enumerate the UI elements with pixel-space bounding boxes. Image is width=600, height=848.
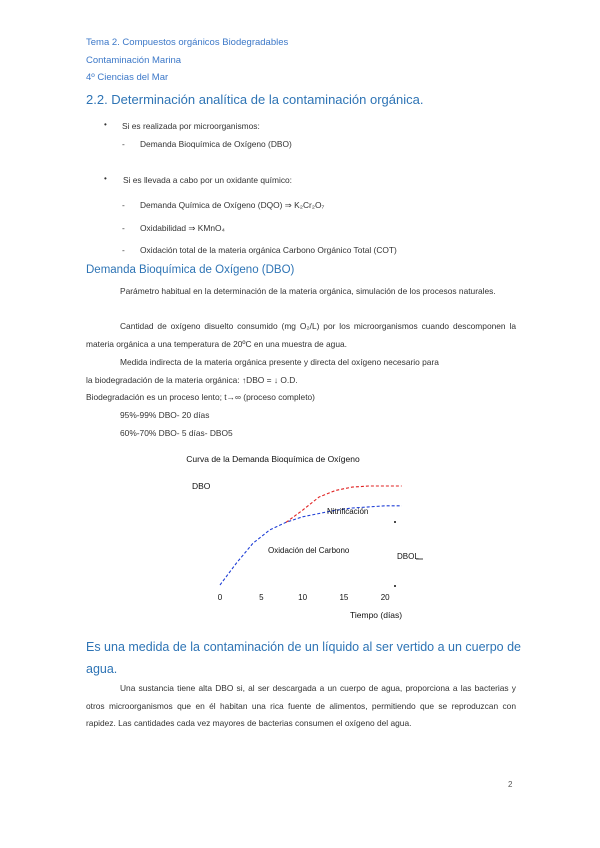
bullet-marker: • <box>104 120 107 129</box>
dbo-paragraph-1: Parámetro habitual en la determinación de la materia orgánica, simulación de los procesos naturales. <box>120 286 496 296</box>
dash-marker: - <box>122 139 125 149</box>
subitem-text: Demanda Bioquímica de Oxígeno (DBO) <box>140 139 292 149</box>
dbo-paragraph-3b: la biodegradación de la materia orgánica: ↑DBO = ↓ O.D. <box>86 375 298 385</box>
dbo-section-title: Demanda Bioquímica de Oxígeno (DBO) <box>86 264 295 276</box>
chart-annotation-dbol: DBOL <box>397 552 419 561</box>
chart-end-marker <box>394 585 396 587</box>
bullet-text: Si es realizada por microorganismos: <box>122 121 260 131</box>
header-subject: Contaminación Marina <box>86 55 182 66</box>
dash-marker: - <box>122 245 125 255</box>
chart-ylabel: DBO <box>192 481 211 491</box>
header-grade: 4º Ciencias del Mar <box>86 72 169 83</box>
dbo-paragraph-2: Cantidad de oxígeno disuelto consumido (mg O₂/L) por los microorganismos cuando descomponen la materia orgánica a una temperatura de 20ºC en una muestra de agua. <box>86 321 516 349</box>
chart-x-tick-label: 5 <box>259 593 264 602</box>
dash-marker: - <box>122 223 125 233</box>
subitem-text: Oxidación total de la materia orgánica Carbono Orgánico Total (COT) <box>140 245 397 255</box>
chart-annotation-nitrification: Nitrificación <box>327 507 369 516</box>
dash-marker: - <box>122 200 125 210</box>
dbo-paragraph-3a: Medida indirecta de la materia orgánica presente y directa del oxígeno necesario para <box>120 357 439 367</box>
dbo-paragraph-4: Biodegradación es un proceso lento; t→∞ (proceso completo) <box>86 392 315 402</box>
chart-x-tick-label: 10 <box>298 593 308 602</box>
bod-curve-chart <box>170 448 440 628</box>
chart-xlabel: Tiempo (días) <box>350 610 403 620</box>
header-course-topic: Tema 2. Compuestos orgánicos Biodegradables <box>86 37 289 48</box>
chart-x-tick-label: 20 <box>380 593 390 602</box>
bullet-text: Si es llevada a cabo por un oxidante químico: <box>123 175 293 185</box>
subitem-text: Demanda Química de Oxígeno (DQO) ⇒ K₂Cr₂O₇ <box>140 200 325 210</box>
dbo-fact-5-days: 60%-70% DBO- 5 días- DBO5 <box>120 428 233 438</box>
chart-title: Curva de la Demanda Bioquímica de Oxígeno <box>186 454 360 464</box>
page-number: 2 <box>508 780 513 789</box>
chart-x-tick-label: 15 <box>339 593 349 602</box>
measure-paragraph: Una sustancia tiene alta DBO si, al ser descargada a un cuerpo de agua, proporciona a las bacterias y otros microorganismos que en él habitan una rica fuente de alimentos, permitiendo que se reproduzcan con rapidez. Las cantidades cada vez mayores de bacterias consumen el oxígeno del agua. <box>86 683 516 728</box>
measure-section-title: Es una medida de la contaminación de un líquido al ser vertido a un cuerpo de agua. <box>86 640 522 676</box>
chart-end-marker <box>394 521 396 523</box>
chart-annotation-carbon-oxidation: Oxidación del Carbono <box>268 546 350 555</box>
section-title: 2.2. Determinación analítica de la contaminación orgánica. <box>86 92 424 107</box>
chart-x-tick-label: 0 <box>217 593 223 602</box>
bullet-marker: • <box>104 174 107 183</box>
subitem-text: Oxidabilidad ⇒ KMnO₄ <box>140 223 225 233</box>
dbo-fact-20-days: 95%-99% DBO- 20 días <box>120 410 210 420</box>
